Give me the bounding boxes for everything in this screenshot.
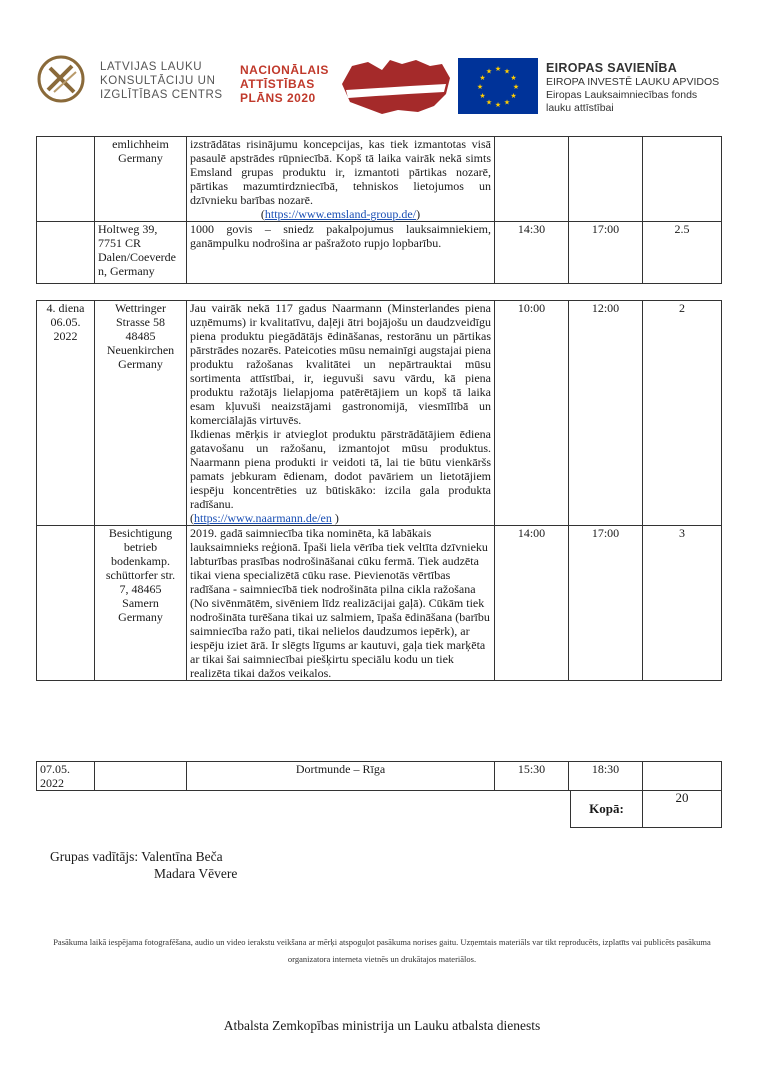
table-row [37, 526, 722, 681]
day-cell [37, 137, 95, 222]
table-row [37, 222, 722, 284]
end-time-cell: 17:00 [569, 222, 643, 284]
start-time-cell: 14:00 [495, 526, 569, 681]
svg-text:★: ★ [494, 101, 502, 109]
day-cell [37, 222, 95, 284]
end-time-cell [569, 137, 643, 222]
description-paragraph: Ikdienas mērķis ir atvieglot produktu pārstrādātājiem ēdiena gatavošanu un ražošanu, izmantojot mūsu produktus. Naarmann piena produkti ir veidoti tā, lai tie būtu vienkāršs pamats jebkuram ēdienam, dodot pavāriem un lietotājiem iespēju koncentrēties uz būtiskāko: izcila gala produkta radīšanu. [190, 427, 491, 511]
start-time-cell [495, 137, 569, 222]
end-time-cell: 17:00 [569, 526, 643, 681]
day-cell: 4. diena 06.05. 2022 [37, 301, 95, 526]
emsland-link[interactable]: https://www.emsland-group.de/ [264, 207, 417, 221]
table-row [571, 791, 722, 828]
table-row [37, 301, 722, 526]
svg-text:★: ★ [510, 74, 517, 82]
nap-line: NACIONĀLAIS [240, 63, 329, 77]
hours-cell [643, 762, 722, 791]
table-row [37, 137, 722, 222]
start-time-cell: 14:30 [495, 222, 569, 284]
group-leaders [50, 848, 237, 882]
support-line: Atbalsta Zemkopības ministrija un Lauku atbalsta dienests [223, 1018, 541, 1033]
eu-line: EIROPA INVESTĒ LAUKU APVIDOS [546, 76, 720, 88]
description-paragraph: Jau vairāk nekā 117 gadus Naarmann (Minsterlandes piena uzņēmums) ir kvalitatīvu, daļēji ātri bojājošu un daudzveidīgu piena produktu piegādātājs ēdināšanas, restorānu un pārtikas pārstrādes nozarēs. Pateicoties mūsu nemainīgi augstajai piena produktu ražošanas kvalitātei un nepārtrauktai mūsu sortimenta attīstībai, ir, ieguvuši savu vārdu, kā piena produktu ražotājs lielapjoma patērētājiem un kopš tā laika esam kļuvuši neaizstājami gastronomijā, viesmīlībā un komerciālajās virtuvēs. [190, 301, 491, 427]
day-cell [37, 526, 95, 681]
total-value: 20 [643, 791, 722, 828]
llkc-line: LATVIJAS LAUKU [100, 61, 203, 73]
eu-line: Eiropas Lauksaimniecības fonds [546, 89, 698, 101]
nap-name [240, 63, 329, 105]
hours-cell: 2.5 [643, 222, 722, 284]
total-table [570, 790, 722, 828]
end-time-cell: 18:30 [569, 762, 643, 791]
address-cell [95, 762, 187, 791]
program-table-day4 [36, 300, 722, 681]
svg-text:★: ★ [512, 83, 520, 91]
table-row [37, 762, 722, 791]
description-cell: izstrādātas risinājumu koncepcijas, kas tiek izmantotas visā pasaulē apstrādes rūpniecībā. Kopš tā laika vairāk nekā simts Emsland grupas produktu ir, izmantoti pārtikas nozarē, pārtikas mazumtirdzniecībā, tehniskos lietojumos un dzīvnieku barības nozarē. (https://www.emsland-group.de/) [187, 137, 495, 222]
nap-line: ATTĪSTĪBAS [240, 77, 315, 91]
route-cell: Dortmunde – Rīga [187, 762, 495, 791]
hours-cell: 2 [643, 301, 722, 526]
svg-text:★: ★ [476, 83, 484, 91]
llkc-name [100, 60, 223, 102]
total-label: Kopā: [571, 791, 643, 828]
latvia-map-icon [338, 54, 454, 118]
naarmann-link[interactable]: https://www.naarmann.de/en [194, 511, 332, 525]
llkc-logo [36, 54, 86, 104]
address-cell: Besichtigung betrieb bodenkamp. schüttorfer str. 7, 48465 Samern Germany [95, 526, 187, 681]
llkc-line: KONSULTĀCIJU UN [100, 75, 216, 87]
address-cell: emlichheim Germany [95, 137, 187, 222]
svg-text:★: ★ [479, 74, 486, 82]
svg-text:★: ★ [503, 67, 511, 76]
description-cell: 1000 govis – sniedz pakalpojumus lauksaimniekiem, ganāmpulku nodrošina ar pašražoto rupjo lopbarību. [187, 222, 495, 284]
hours-cell: 3 [643, 526, 722, 681]
svg-text:★: ★ [485, 98, 493, 107]
nap-line: PLĀNS 2020 [240, 91, 316, 105]
end-time-cell: 12:00 [569, 301, 643, 526]
day-cell: 07.05. 2022 [37, 762, 95, 791]
svg-text:★: ★ [503, 98, 511, 107]
start-time-cell: 10:00 [495, 301, 569, 526]
description-text: izstrādātas risinājumu koncepcijas, kas tiek izmantotas visā pasaulē apstrādes rūpniecībā. Kopš tā laika vairāk nekā simts Emsland grupas produktu ir, izmantoti pārtikas nozarē, pārtikas mazumtirdzniecībā, tehniskos lietojumos un dzīvnieku barības nozarē. [190, 137, 491, 207]
address-cell: Wettringer Strasse 58 48485 Neuenkirchen Germany [95, 301, 187, 526]
leader-name: Valentīna Beča [141, 849, 223, 864]
program-table-continued [36, 136, 722, 284]
leaders-label: Grupas vadītājs: [50, 849, 139, 864]
address-cell: Holtweg 39, 7751 CR Dalen/Coeverde n, Germany [95, 222, 187, 284]
eu-flag-icon [458, 58, 538, 114]
svg-text:★: ★ [479, 92, 486, 100]
program-table-return [36, 761, 722, 791]
eu-title: EIROPAS SAVIENĪBA [546, 61, 678, 75]
eu-caption [546, 60, 719, 115]
eu-line: lauku attīstībai [546, 102, 614, 114]
description-cell: 2019. gadā saimniecība tika nominēta, kā labākais lauksaimnieks reģionā. Īpaši liela vērība tiek veltīta dzīvnieku labturības prasības nodrošināšanai cūku fermā. Tiek audzēta tikai viena specializētā cūku rase. Pievienotās vērtības radīšana - saimniecībā tiek nodrošināta pilna cikla ražošana (No sivēnmātēm, sivēniem līdz realizācijai gaļā). Cūkām tiek nodrošināta turēšana tikai uz salmiem, īpaša ēdināšana (barību saimniecība ražo pati, tikai nelielos daudzumos iepērk), ar iespēju iziet ārā. Ir slēgts līgums ar kautuvi, gaļa tiek marķēta ar tikai šai saimniecībai piešķirtu speciālu kodu un tiek realizēta tikai dažos veikalos. [187, 526, 495, 681]
start-time-cell: 15:30 [495, 762, 569, 791]
llkc-line: IZGLĪTĪBAS CENTRS [100, 89, 223, 101]
svg-text:★: ★ [494, 65, 502, 73]
photo-notice: Pasākuma laikā iespējama fotografēšana, audio un video ierakstu veikšana ar mērķi atspoguļot pasākuma norises gaitu. Uzņemtais materiāls var tikt reproducēts, izplatīts vai publicēts pasākuma organizatora interneta vietnēs un drukātajos materiālos. [53, 937, 711, 964]
svg-text:★: ★ [510, 92, 517, 100]
leader-name: Madara Vēvere [154, 866, 238, 881]
hours-cell [643, 137, 722, 222]
svg-text:★: ★ [485, 67, 493, 76]
description-cell: Jau vairāk nekā 117 gadus Naarmann (Minsterlandes piena uzņēmums) ir kvalitatīvu, daļēji ātri bojājošu un daudzveidīgu piena produktu piegādātājs ēdināšanas, restorānu un pārtikas pārstrādes nozarēs. Pateicoties mūsu nemainīgi augstajai piena produktu ražošanas kvalitātei un nepārtrauktai mūsu sortimenta attīstībai, ir, ieguvuši savu vārdu, kā piena produktu ražotājs lielapjoma patērētājiem un kopš tā laika esam kļuvuši neaizstājami gastronomijā, viesmīlībā un komerciālajās virtuvēs. Ikdienas mērķis ir atvieglot produktu pārstrādātājiem ēdiena gatavošanu un ražošanu, izmantojot mūsu produktus. Naarmann piena produkti ir veidoti tā, lai tie būtu vienkāršs pamats jebkuram ēdienam, dodot pavāriem un lietotājiem iespēju koncentrēties uz būtiskāko: izcila gala produkta radīšanu. (https://www.naarmann.de/en ) [187, 301, 495, 526]
